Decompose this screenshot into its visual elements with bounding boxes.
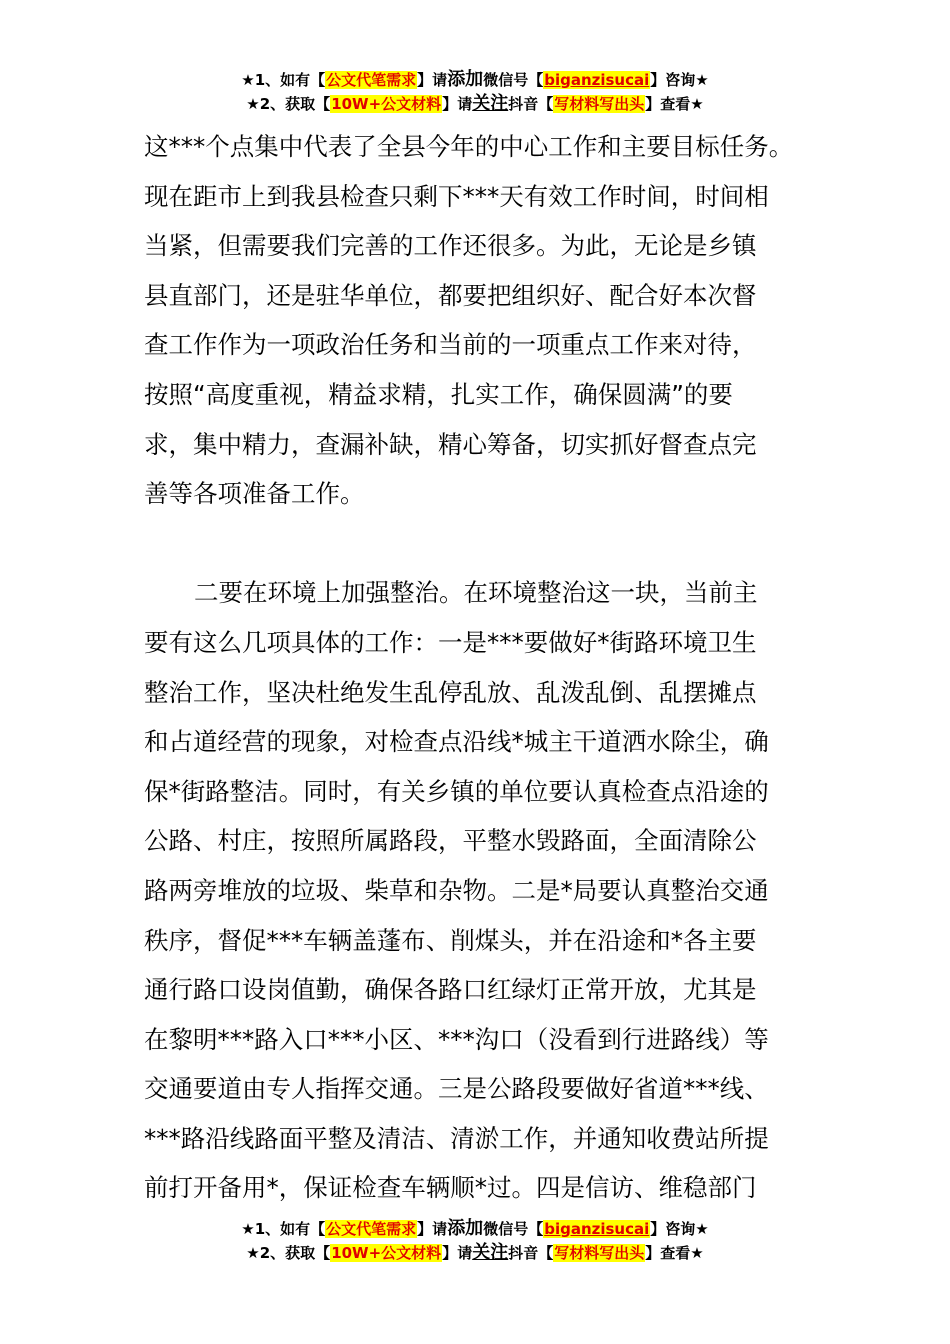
text-line: 路两旁堆放的垃圾、柴草和杂物。二是*局要认真整治交通: [144, 875, 769, 905]
text-line: 二要在环境上加强整治。在环境整治这一块，当前主: [194, 578, 758, 608]
text-line: 秩序，督促***车辆盖蓬布、削煤头，并在沿途和*各主要: [144, 925, 757, 955]
highlight-douyin: 写材料写出头: [554, 95, 645, 113]
text-line: 保*街路整洁。同时，有关乡镇的单位要认真检查点沿途的: [144, 776, 769, 806]
banner-line-2: ★2、获取【10W+公文材料】请关注抖音【写材料写出头】查看★: [246, 93, 704, 114]
text-line: 按照“高度重视，精益求精，扎实工作，确保圆满”的要: [144, 379, 733, 409]
highlight-service: 公文代笔需求: [326, 71, 417, 89]
text-line: 要有这么几项具体的工作：一是***要做好*街路环境卫生: [144, 627, 757, 657]
banner-line-1: ★1、如有【公文代笔需求】请添加微信号【biganzisucai】咨询★: [241, 1218, 709, 1239]
header-banner: [0, 68, 950, 116]
text-line: ***路沿线路面平整及清洁、清淤工作，并通知收费站所提: [144, 1123, 769, 1153]
text-line: 前打开备用*，保证检查车辆顺*过。四是信访、维稳部门: [144, 1173, 757, 1203]
banner-line-1: ★1、如有【公文代笔需求】请添加微信号【biganzisucai】咨询★: [241, 69, 709, 90]
paragraph-1: [144, 122, 814, 519]
text-line: 查工作作为一项政治任务和当前的一项重点工作来对待，: [144, 330, 757, 360]
highlight-wechat-id: biganzisucai: [544, 1220, 650, 1238]
text-line: 通行路口设岗值勤，确保各路口红绿灯正常开放，尤其是: [144, 975, 757, 1005]
paragraph-2: [144, 568, 814, 1213]
text-line: 这***个点集中代表了全县今年的中心工作和主要目标任务。: [144, 132, 794, 161]
text-line: 当紧，但需要我们完善的工作还很多。为此，无论是乡镇: [144, 231, 757, 261]
highlight-service: 公文代笔需求: [326, 1220, 417, 1238]
footer-banner: [0, 1217, 950, 1265]
document-body: [144, 122, 814, 1213]
highlight-materials: 10W+公文材料: [331, 1244, 442, 1262]
highlight-douyin: 写材料写出头: [554, 1244, 645, 1262]
text-line: 和占道经营的现象，对检查点沿线*城主干道洒水除尘，确: [144, 727, 769, 757]
banner-line-2: ★2、获取【10W+公文材料】请关注抖音【写材料写出头】查看★: [246, 1242, 704, 1263]
paragraph-gap: [144, 519, 814, 569]
highlight-wechat-id: biganzisucai: [544, 71, 650, 89]
text-line: 整治工作，坚决杜绝发生乱停乱放、乱泼乱倒、乱摆摊点: [144, 677, 757, 707]
text-line: 求，集中精力，查漏补缺，精心筹备，切实抓好督查点完: [144, 429, 757, 459]
text-line: 善等各项准备工作。: [144, 479, 365, 509]
text-line: 公路、村庄，按照所属路段，平整水毁路面，全面清除公: [144, 826, 757, 856]
text-line: 县直部门，还是驻华单位，都要把组织好、配合好本次督: [144, 280, 757, 310]
text-line: 交通要道由专人指挥交通。三是公路段要做好省道***线、: [144, 1074, 769, 1104]
text-line: 在黎明***路入口***小区、***沟口（没看到行进路线）等: [144, 1024, 769, 1054]
highlight-materials: 10W+公文材料: [331, 95, 442, 113]
text-line: 现在距市上到我县检查只剩下***天有效工作时间，时间相: [144, 181, 769, 211]
